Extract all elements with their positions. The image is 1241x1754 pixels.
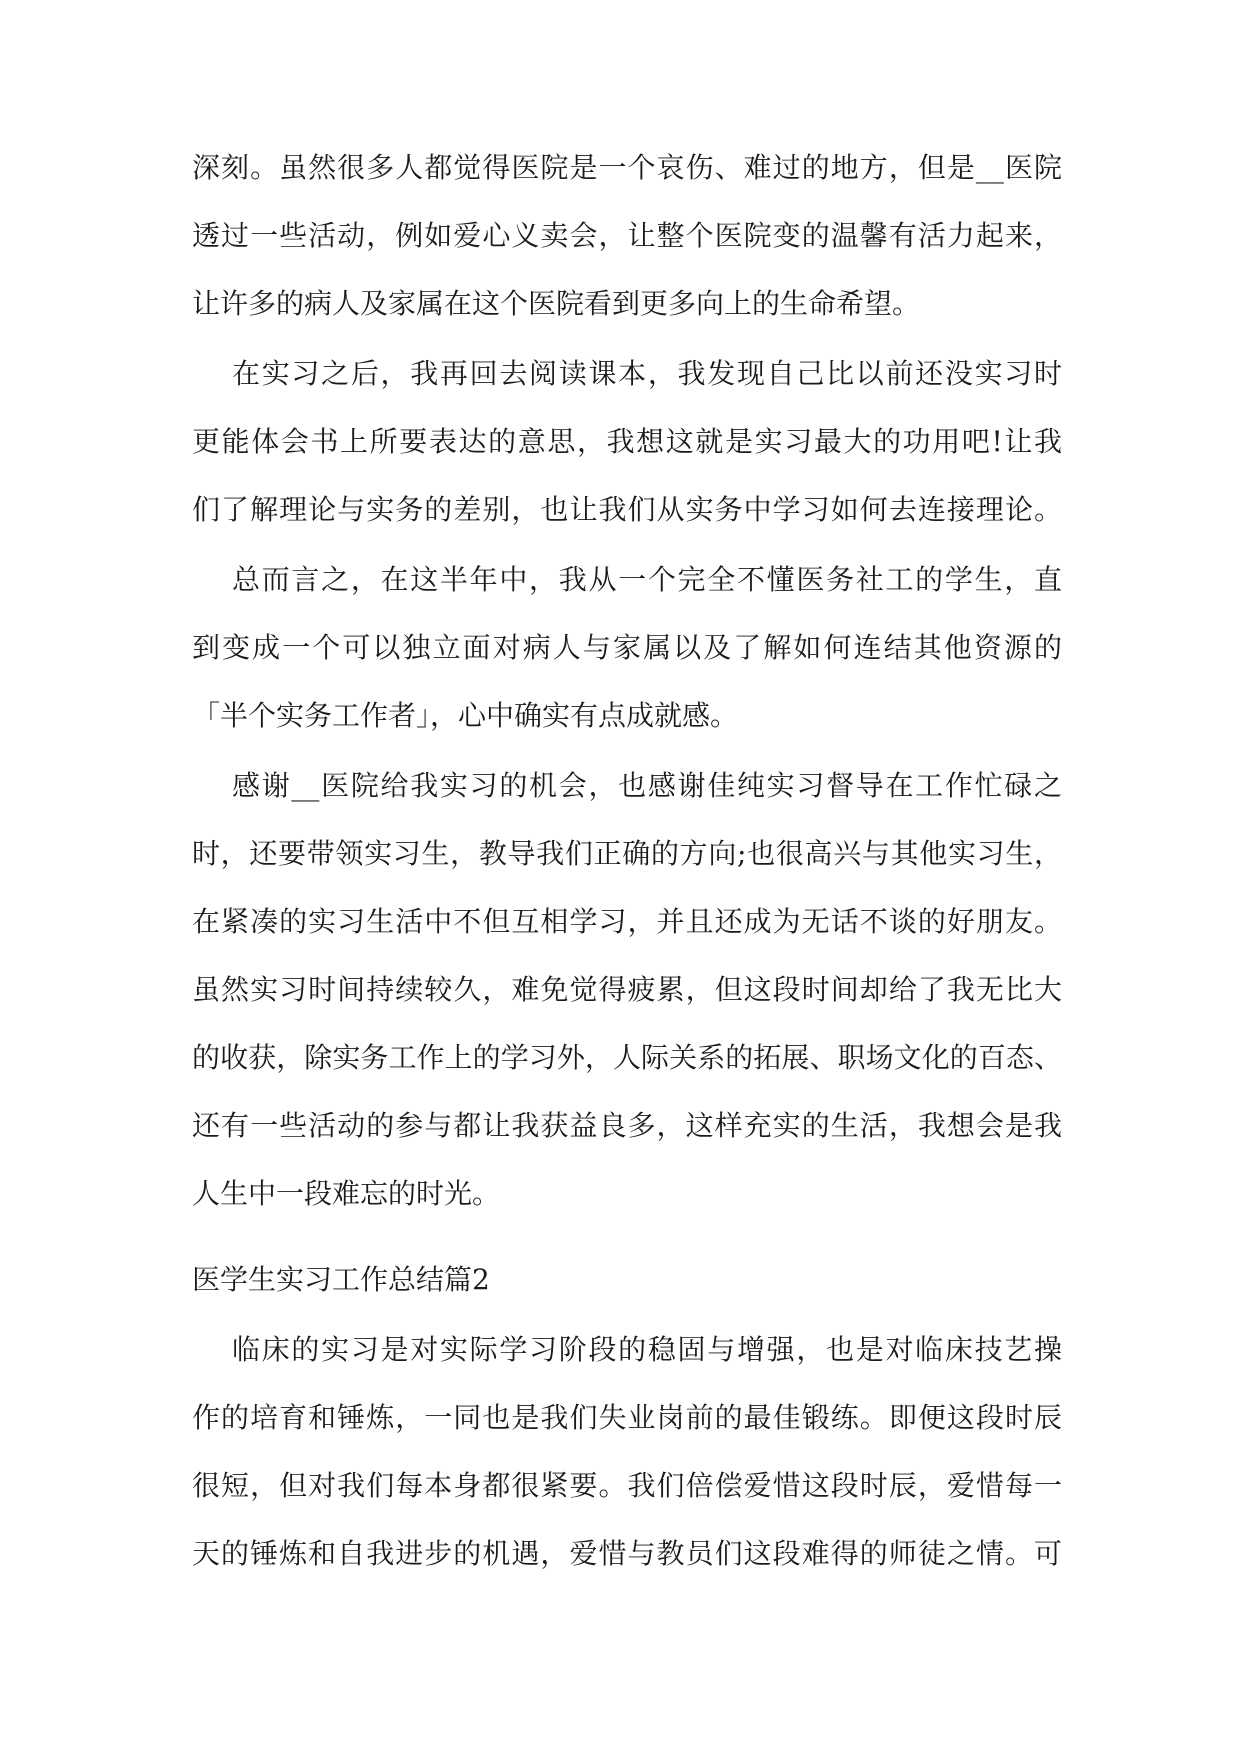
paragraph-line: 临床的实习是对实际学习阶段的稳固与增强，也是对临床技艺操 bbox=[232, 1333, 1062, 1366]
paragraph-line: 深刻。虽然很多人都觉得医院是一个哀伤、难过的地方，但是__医院 bbox=[192, 151, 1062, 184]
paragraph-line: 更能体会书上所要表达的意思，我想这就是实习最大的功用吧!让我 bbox=[192, 425, 1062, 458]
paragraph-line: 的收获，除实务工作上的学习外，人际关系的拓展、职场文化的百态、 bbox=[192, 1041, 1062, 1074]
paragraph-line: 「半个实务工作者」，心中确实有点成就感。 bbox=[192, 699, 739, 732]
paragraph-line: 虽然实习时间持续较久，难免觉得疲累，但这段时间却给了我无比大 bbox=[192, 973, 1062, 1006]
paragraph-line: 在实习之后，我再回去阅读课本，我发现自己比以前还没实习时 bbox=[232, 357, 1062, 390]
paragraph-line: 作的培育和锤炼，一同也是我们失业岗前的最佳锻练。即便这段时辰 bbox=[192, 1401, 1062, 1434]
paragraph-line: 人生中一段难忘的时光。 bbox=[192, 1177, 501, 1210]
section-heading: 医学生实习工作总结篇2 bbox=[192, 1263, 490, 1296]
paragraph-line: 还有一些活动的参与都让我获益良多，这样充实的生活，我想会是我 bbox=[192, 1109, 1062, 1142]
paragraph-line: 到变成一个可以独立面对病人与家属以及了解如何连结其他资源的 bbox=[192, 631, 1062, 664]
paragraph-line: 透过一些活动，例如爱心义卖会，让整个医院变的温馨有活力起来， bbox=[192, 219, 1062, 252]
paragraph-line: 在紧凑的实习生活中不但互相学习，并且还成为无话不谈的好朋友。 bbox=[192, 905, 1062, 938]
paragraph-line: 天的锤炼和自我进步的机遇，爱惜与教员们这段难得的师徒之情。可 bbox=[192, 1537, 1062, 1570]
paragraph-line: 感谢__医院给我实习的机会，也感谢佳纯实习督导在工作忙碌之 bbox=[232, 769, 1062, 802]
paragraph-line: 们了解理论与实务的差别，也让我们从实务中学习如何去连接理论。 bbox=[192, 493, 1062, 526]
paragraph-line: 让许多的病人及家属在这个医院看到更多向上的生命希望。 bbox=[192, 287, 921, 320]
paragraph-line: 时，还要带领实习生，教导我们正确的方向;也很高兴与其他实习生， bbox=[192, 837, 1062, 870]
paragraph-line: 很短，但对我们每本身都很紧要。我们倍偿爱惜这段时辰，爱惜每一 bbox=[192, 1469, 1062, 1502]
paragraph-line: 总而言之，在这半年中，我从一个完全不懂医务社工的学生，直 bbox=[232, 563, 1062, 596]
